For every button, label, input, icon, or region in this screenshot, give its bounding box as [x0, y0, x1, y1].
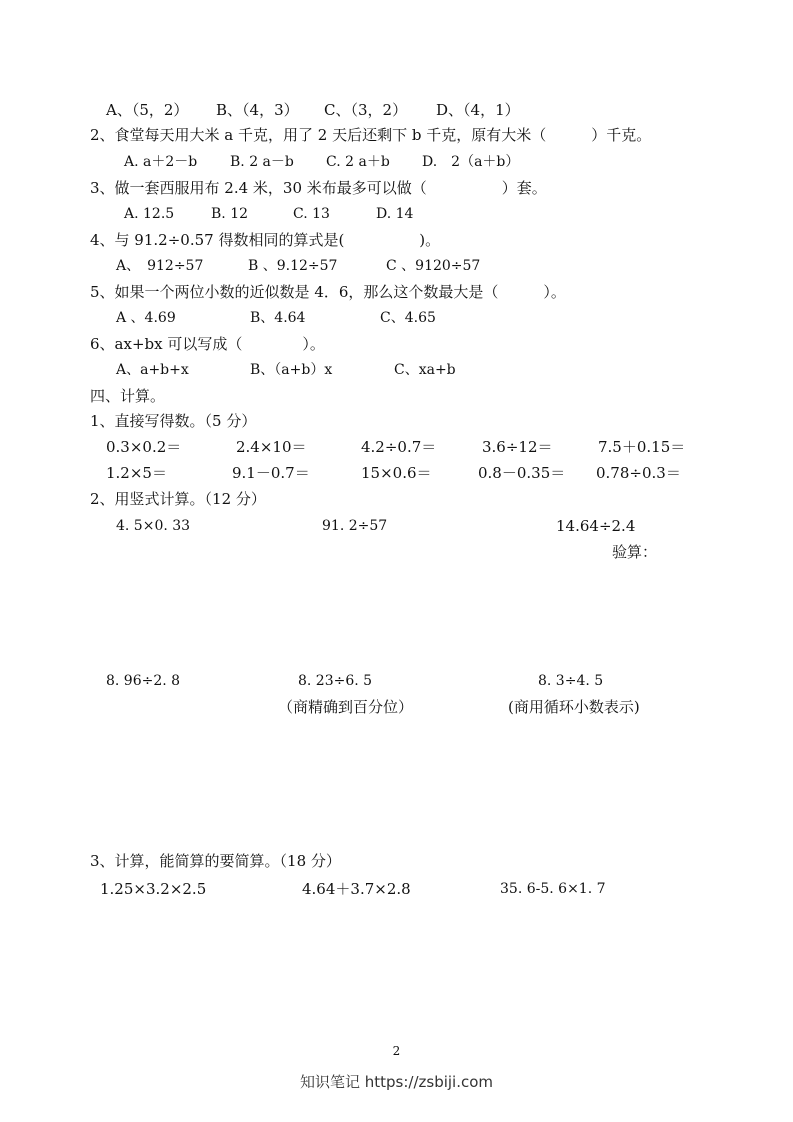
q5-stem: 5、如果一个两位小数的近似数是 4．6，那么这个数最大是（ ）。: [90, 283, 566, 301]
vertical-calc-item: 4. 5×0. 33: [116, 518, 191, 534]
precision-note: （商精确到百分位）: [278, 698, 414, 716]
q2-stem: 2、食堂每天用大米 a 千克，用了 2 天后还剩下 b 千克，原有大米（ ）千克。: [90, 126, 652, 144]
mental-calc-item: 4.2÷0.7＝: [361, 438, 437, 456]
simplify-calc-item: 35. 6-5. 6×1. 7: [500, 881, 606, 897]
vertical-calc-item: 14.64÷2.4: [556, 517, 636, 535]
vertical-calc-item: 8. 23÷6. 5: [298, 673, 373, 689]
q2-option-b: B. 2 a－b: [230, 154, 294, 170]
vertical-calc-item: 8. 3÷4. 5: [538, 673, 604, 689]
part1-title: 1、直接写得数。（5 分）: [90, 412, 257, 430]
mental-calc-item: 3.6÷12＝: [482, 438, 553, 456]
q4-option-c: C 、9120÷57: [386, 258, 481, 274]
watermark: 知识笔记 https://zsbiji.com: [299, 1073, 494, 1091]
repeating-decimal-note: (商用循环小数表示): [508, 698, 640, 716]
q6-stem: 6、ax+bx 可以写成（ ）。: [90, 335, 325, 353]
q2-option-c: C. 2 a＋b: [326, 154, 390, 170]
simplify-calc-item: 1.25×3.2×2.5: [100, 880, 207, 898]
mental-calc-item: 2.4×10＝: [236, 438, 307, 456]
q1-option-c: C、（3，2）: [324, 101, 408, 119]
mental-calc-item: 1.2×5＝: [106, 464, 167, 482]
mental-calc-item: 0.3×0.2＝: [106, 438, 182, 456]
part2-title: 2、用竖式计算。（12 分）: [90, 490, 266, 508]
check-label: 验算：: [612, 543, 658, 561]
q5-option-b: B、4.64: [250, 310, 306, 326]
q4-option-a: A、 912÷57: [116, 258, 204, 274]
q4-option-b: B 、9.12÷57: [248, 258, 338, 274]
q6-option-c: C、xa+b: [394, 362, 456, 378]
page-number: 2: [392, 1044, 401, 1058]
vertical-calc-item: 8. 96÷2. 8: [106, 673, 181, 689]
q5-option-a: A 、4.69: [116, 310, 176, 326]
q1-option-a: A、（5，2）: [106, 101, 189, 119]
mental-calc-item: 9.1－0.7＝: [232, 464, 310, 482]
q3-stem: 3、做一套西服用布 2.4 米，30 米布最多可以做（ ）套。: [90, 179, 547, 197]
mental-calc-item: 7.5＋0.15＝: [598, 438, 686, 456]
mental-calc-item: 15×0.6＝: [361, 464, 432, 482]
mental-calc-item: 0.78÷0.3＝: [596, 464, 681, 482]
simplify-calc-item: 4.64＋3.7×2.8: [302, 880, 411, 898]
q6-option-a: A、a+b+x: [116, 362, 189, 378]
q6-option-b: B、（a+b）x: [250, 362, 333, 378]
q5-option-c: C、4.65: [380, 310, 436, 326]
q3-option-c: C. 13: [293, 206, 330, 222]
q3-option-a: A. 12.5: [124, 206, 175, 222]
q2-option-d: D. 2（a＋b）: [422, 154, 520, 170]
q1-option-d: D、（4，1）: [436, 101, 520, 119]
vertical-calc-item: 91. 2÷57: [322, 518, 388, 534]
q3-option-b: B. 12: [211, 206, 249, 222]
mental-calc-item: 0.8－0.35＝: [478, 464, 566, 482]
section-title: 四、计算。: [90, 387, 166, 405]
part3-title: 3、计算，能简算的要简算。（18 分）: [90, 852, 341, 870]
q4-stem: 4、与 91.2÷0.57 得数相同的算式是( )。: [90, 231, 441, 249]
q3-option-d: D. 14: [376, 206, 414, 222]
q2-option-a: A. a＋2－b: [124, 154, 198, 170]
q1-option-b: B、（4，3）: [216, 101, 299, 119]
